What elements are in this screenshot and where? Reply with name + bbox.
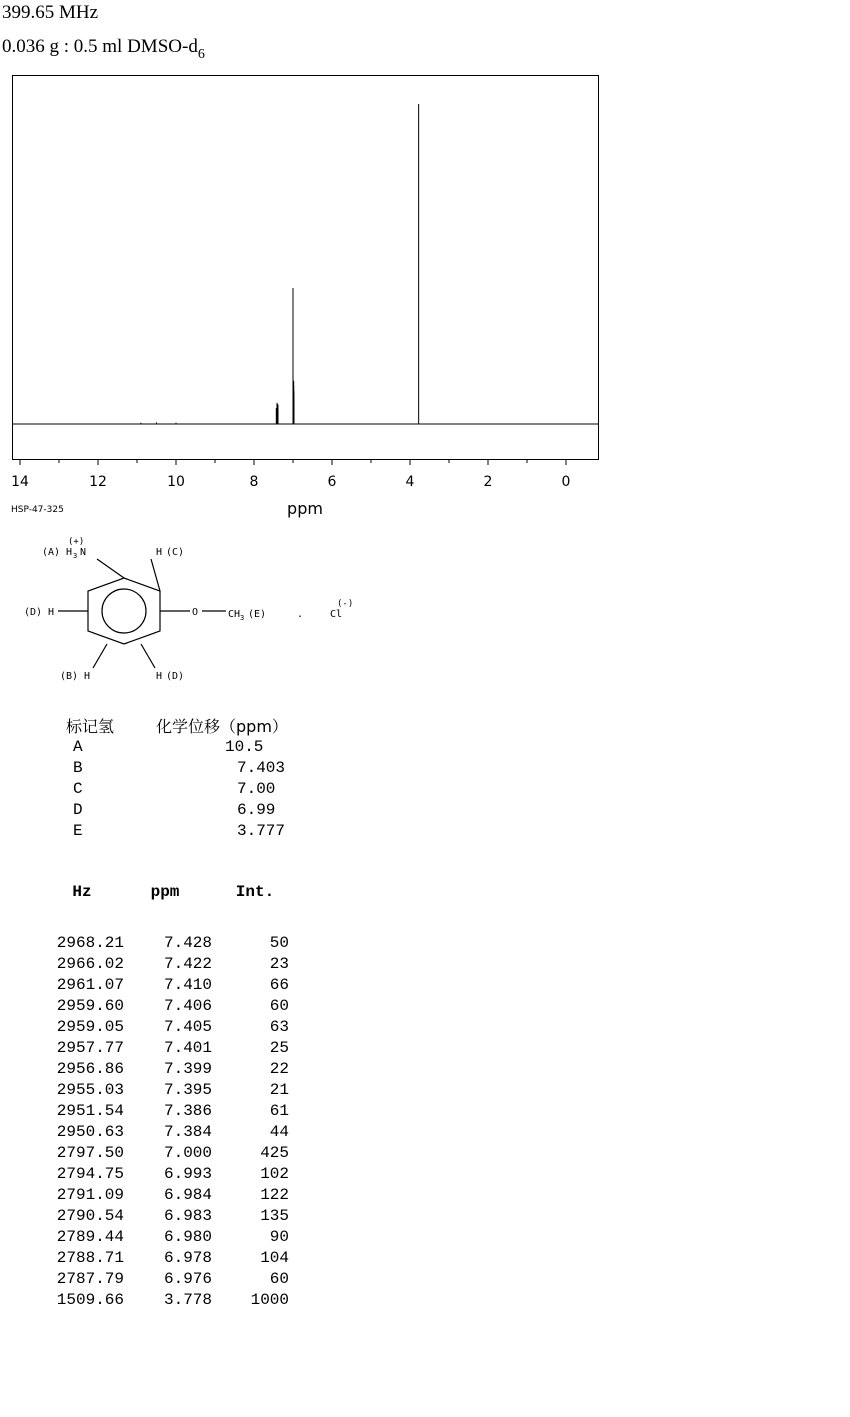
ring-hexagon (88, 578, 160, 644)
peak-ppm: 7.399 (163, 1060, 212, 1078)
shift-row (66, 737, 407, 758)
shift-value: 3.777 (237, 822, 286, 840)
shift-value: 6.99 (237, 801, 276, 819)
chloride: Cl (330, 609, 343, 620)
shift-row (66, 821, 407, 842)
peak-intensity: 44 (269, 1123, 289, 1141)
x-tick-label: 10 (167, 474, 185, 490)
peak-intensity: 122 (260, 1186, 289, 1204)
sample-text: 0.036 g : 0.5 ml DMSO-d (2, 36, 198, 57)
peak-row (46, 1080, 290, 1101)
peak-row (46, 1185, 290, 1206)
oxygen: O (192, 607, 199, 618)
spectrum-code: HSP-47-325 (11, 505, 64, 515)
bond-hb (93, 644, 107, 668)
header-hz: Hz (72, 883, 92, 901)
peak-ppm: 6.984 (163, 1186, 212, 1204)
peak-intensity: 135 (260, 1207, 289, 1225)
peak-hz: 2959.60 (56, 997, 124, 1015)
peak-row (46, 1059, 290, 1080)
peak-ppm: 7.406 (163, 997, 212, 1015)
plot-frame (13, 76, 599, 460)
peak-list-table (46, 882, 290, 1311)
ammonium-sub: 3 (73, 552, 78, 560)
peak-intensity: 1000 (250, 1291, 289, 1309)
peak-ppm: 6.993 (163, 1165, 212, 1183)
peak-ppm: 7.401 (163, 1039, 212, 1057)
peak-intensity: 50 (269, 934, 289, 952)
plus-charge: (+) (68, 537, 85, 547)
spectrum-peaks (141, 104, 419, 424)
benzene-ring (88, 578, 160, 644)
ring-aromatic-circle (102, 589, 146, 633)
peak-ppm: 7.000 (163, 1144, 212, 1162)
peak-ppm: 6.983 (163, 1207, 212, 1225)
label-b: (B) (60, 671, 79, 682)
peak-intensity: 60 (269, 997, 289, 1015)
chemical-shift-table (66, 716, 407, 842)
ring-bonds (58, 559, 226, 668)
shift-label: A (73, 738, 83, 756)
peak-hz: 2791.09 (56, 1186, 124, 1204)
header-label: 标记氢 (66, 717, 115, 736)
hd-bottom-h: H (156, 671, 163, 682)
peak-row (46, 1290, 290, 1311)
peak-hz: 2951.54 (56, 1102, 124, 1120)
shift-label: B (73, 759, 83, 777)
label-d-bottom: (D) (166, 671, 185, 682)
peak-hz: 2794.75 (56, 1165, 124, 1183)
shift-table-rows (66, 737, 407, 842)
peak-hz: 2950.63 (56, 1123, 124, 1141)
peak-hz: 2959.05 (56, 1018, 124, 1036)
label-a: (A) (42, 547, 61, 558)
peak-ppm: 7.422 (163, 955, 212, 973)
shift-row (66, 758, 407, 779)
peak-intensity: 425 (260, 1144, 289, 1162)
peak-hz: 2961.07 (56, 976, 124, 994)
x-tick-label: 8 (249, 474, 259, 490)
peak-row (46, 1017, 290, 1038)
peak-intensity: 21 (269, 1081, 289, 1099)
peak-intensity: 25 (269, 1039, 289, 1057)
ammonium-h: H (66, 547, 73, 558)
peak-hz: 1509.66 (56, 1291, 124, 1309)
label-e: (E) (248, 609, 267, 620)
shift-row (66, 800, 407, 821)
shift-label: E (73, 822, 83, 840)
bond-hd-bottom (141, 644, 155, 668)
peak-row (46, 1206, 290, 1227)
label-d-left: (D) (24, 607, 43, 618)
peak-row (46, 1143, 290, 1164)
peak-intensity: 23 (269, 955, 289, 973)
shift-table-header (66, 716, 407, 737)
peak-row (46, 1269, 290, 1290)
peak-row (46, 1164, 290, 1185)
peak-intensity: 66 (269, 976, 289, 994)
peak-intensity: 63 (269, 1018, 289, 1036)
peak-intensity: 61 (269, 1102, 289, 1120)
peak-hz: 2966.02 (56, 955, 124, 973)
peak-hz: 2955.03 (56, 1081, 124, 1099)
label-c: (C) (166, 547, 185, 558)
peak-intensity: 60 (269, 1270, 289, 1288)
peak-ppm: 6.980 (163, 1228, 212, 1246)
shift-value: 10.5 (225, 738, 264, 756)
peak-row (46, 933, 290, 954)
peak-row (46, 996, 290, 1017)
peak-ppm: 7.386 (163, 1102, 212, 1120)
peak-intensity: 102 (260, 1165, 289, 1183)
peak-hz: 2790.54 (56, 1207, 124, 1225)
header-int: Int. (235, 883, 275, 901)
peak-hz: 2968.21 (56, 934, 124, 952)
peak-ppm: 7.428 (163, 934, 212, 952)
peak-row (46, 1101, 290, 1122)
peak-ppm: 7.410 (163, 976, 212, 994)
peak-ppm: 6.976 (163, 1270, 212, 1288)
spectrometer-frequency: 399.65 MHz (2, 2, 99, 23)
nitrogen: N (80, 547, 87, 558)
x-tick-label: 12 (89, 474, 107, 490)
peak-hz: 2956.86 (56, 1060, 124, 1078)
peak-ppm: 7.395 (163, 1081, 212, 1099)
peak-table-rows (46, 933, 290, 1311)
bond-nh3 (97, 559, 124, 578)
peak-row (46, 975, 290, 996)
peak-row (46, 954, 290, 975)
header-ppm: ppm (150, 883, 180, 901)
x-tick-label: 14 (11, 474, 29, 490)
hb-h: H (84, 671, 91, 682)
hc-h: H (156, 547, 163, 558)
peak-ppm: 7.405 (163, 1018, 212, 1036)
methyl-sub: 3 (240, 614, 245, 622)
peak-row (46, 1248, 290, 1269)
peak-hz: 2787.79 (56, 1270, 124, 1288)
minus-charge: (-) (337, 599, 354, 609)
peak-row (46, 1038, 290, 1059)
x-axis-label: ppm (287, 499, 323, 518)
peak-ppm: 3.778 (163, 1291, 212, 1309)
peak-hz: 2788.71 (56, 1249, 124, 1267)
x-tick-label: 6 (327, 474, 337, 490)
peak-intensity: 104 (260, 1249, 289, 1267)
peak-hz: 2789.44 (56, 1228, 124, 1246)
x-tick-label: 4 (405, 474, 415, 490)
peak-ppm: 7.384 (163, 1123, 212, 1141)
shift-value: 7.00 (237, 780, 276, 798)
chemical-structure (0, 530, 380, 690)
x-tick-label: 2 (483, 474, 493, 490)
shift-label: D (73, 801, 83, 819)
methyl: CH (228, 609, 241, 620)
sample-subscript: 6 (197, 47, 205, 62)
salt-dot: . (297, 609, 304, 620)
peak-hz: 2797.50 (56, 1144, 124, 1162)
peak-hz: 2957.77 (56, 1039, 124, 1057)
peak-row (46, 1122, 290, 1143)
peak-row (46, 1227, 290, 1248)
x-axis-tick-labels (11, 474, 570, 490)
nmr-spectrum-chart (0, 0, 850, 525)
header-shift: 化学位移（ppm） (156, 717, 288, 736)
x-tick-label: 0 (561, 474, 571, 490)
peak-intensity: 22 (269, 1060, 289, 1078)
bond-hc (151, 559, 160, 591)
peak-table-header (46, 882, 290, 903)
peak-intensity: 90 (269, 1228, 289, 1246)
hd-left-h: H (48, 607, 55, 618)
shift-label: C (73, 780, 83, 798)
shift-row (66, 779, 407, 800)
peak-ppm: 6.978 (163, 1249, 212, 1267)
shift-value: 7.403 (237, 759, 286, 777)
